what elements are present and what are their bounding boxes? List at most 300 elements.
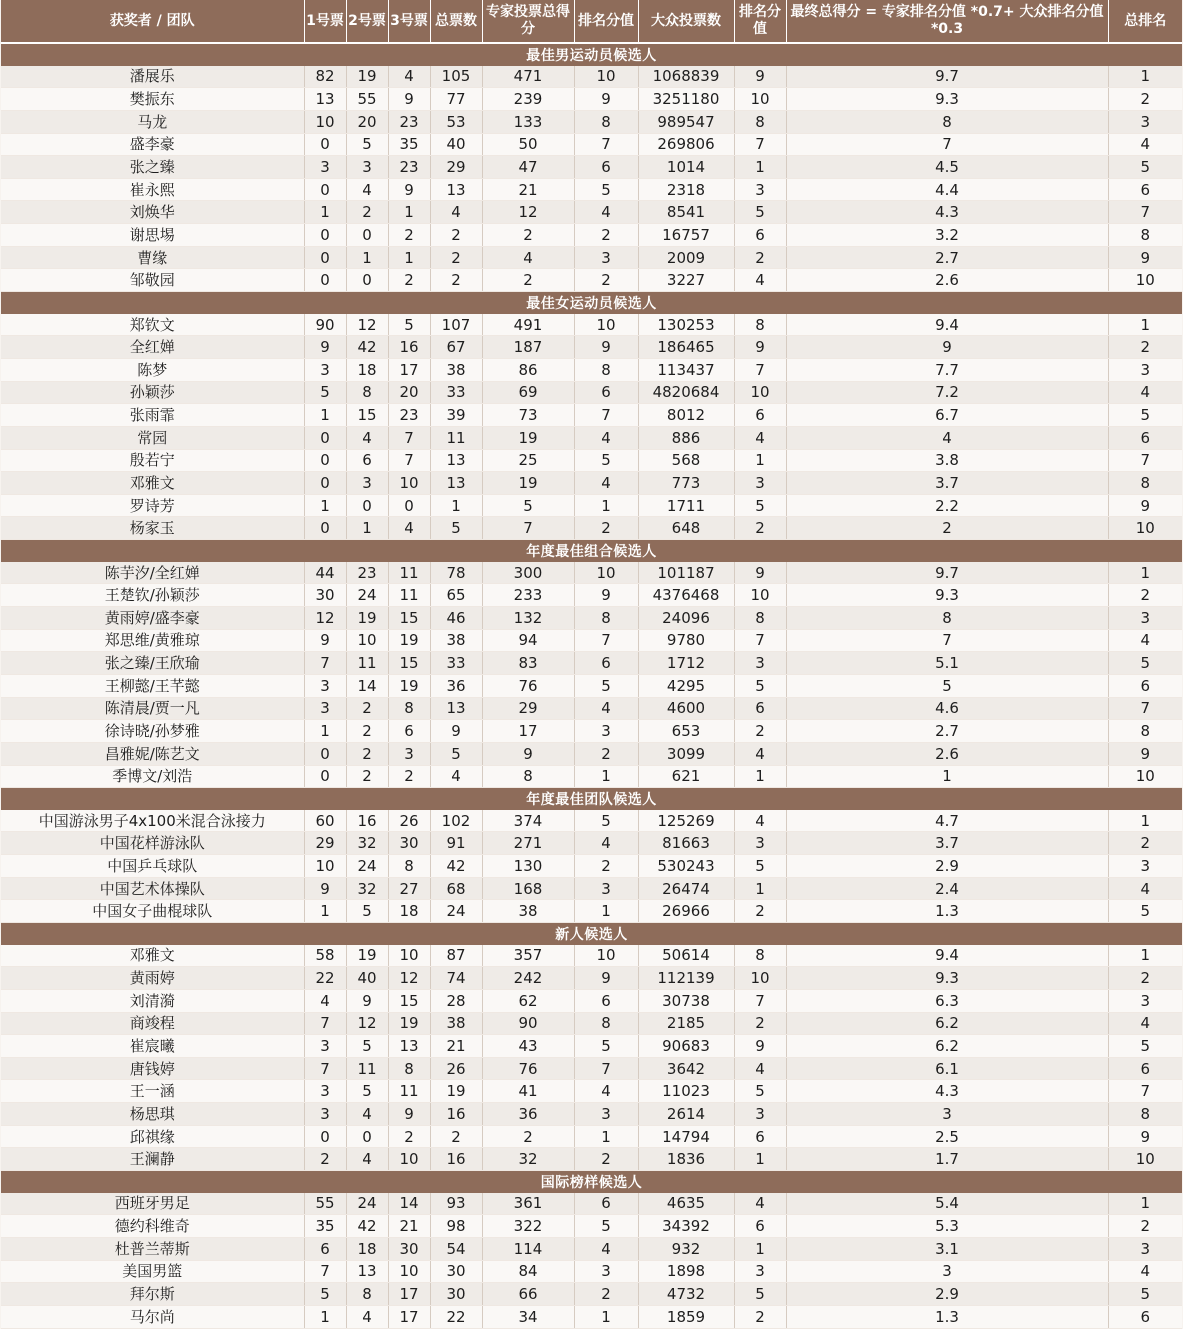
cell-vote-1: 9: [304, 336, 346, 359]
header-vote-1: 1号票: [304, 0, 346, 43]
cell-total-votes: 46: [430, 607, 482, 630]
cell-total-votes: 65: [430, 584, 482, 607]
cell-vote-2: 4: [346, 1103, 388, 1126]
cell-total-votes: 38: [430, 629, 482, 652]
cell-public-votes: 14794: [638, 1125, 734, 1148]
cell-awardee: 西班牙男足: [1, 1193, 304, 1215]
cell-overall-rank: 7: [1108, 697, 1182, 720]
cell-vote-1: 1: [304, 494, 346, 517]
cell-vote-3: 15: [388, 652, 430, 675]
cell-vote-2: 1: [346, 517, 388, 540]
cell-final-score: 4.7: [786, 810, 1108, 832]
cell-awardee: 邓雅文: [1, 945, 304, 967]
cell-awardee: 徐诗晓/孙梦雅: [1, 720, 304, 743]
cell-public-votes: 2185: [638, 1012, 734, 1035]
cell-vote-1: 5: [304, 381, 346, 404]
cell-vote-3: 27: [388, 877, 430, 900]
cell-vote-2: 9: [346, 989, 388, 1012]
cell-expert-rank-score: 1: [574, 1125, 638, 1148]
cell-vote-3: 13: [388, 1035, 430, 1058]
table-row: [1, 967, 1182, 990]
cell-final-score: 4.4: [786, 178, 1108, 201]
cell-vote-3: 12: [388, 967, 430, 990]
cell-overall-rank: 10: [1108, 517, 1182, 540]
cell-public-rank-score: 6: [734, 1215, 786, 1238]
cell-overall-rank: 4: [1108, 877, 1182, 900]
cell-final-score: 6.7: [786, 404, 1108, 427]
cell-expert-score: 36: [482, 1103, 574, 1126]
cell-vote-3: 6: [388, 720, 430, 743]
cell-public-votes: 886: [638, 426, 734, 449]
table-row: [1, 314, 1182, 336]
cell-total-votes: 42: [430, 855, 482, 878]
cell-expert-score: 233: [482, 584, 574, 607]
cell-public-votes: 186465: [638, 336, 734, 359]
table-row: [1, 494, 1182, 517]
cell-vote-3: 9: [388, 1103, 430, 1126]
table-row: [1, 562, 1182, 584]
cell-public-rank-score: 1: [734, 1237, 786, 1260]
cell-overall-rank: 5: [1108, 404, 1182, 427]
cell-vote-1: 0: [304, 224, 346, 247]
cell-public-votes: 30738: [638, 989, 734, 1012]
cell-public-votes: 24096: [638, 607, 734, 630]
cell-awardee: 王澜静: [1, 1148, 304, 1171]
cell-vote-2: 2: [346, 742, 388, 765]
cell-final-score: 7: [786, 629, 1108, 652]
cell-public-votes: 773: [638, 472, 734, 495]
cell-public-rank-score: 6: [734, 697, 786, 720]
cell-vote-1: 0: [304, 178, 346, 201]
cell-awardee: 美国男篮: [1, 1260, 304, 1283]
cell-vote-1: 6: [304, 1237, 346, 1260]
cell-awardee: 杨思琪: [1, 1103, 304, 1126]
cell-expert-score: 76: [482, 1057, 574, 1080]
cell-public-votes: 653: [638, 720, 734, 743]
cell-awardee: 郑钦文: [1, 314, 304, 336]
cell-total-votes: 16: [430, 1148, 482, 1171]
cell-awardee: 常园: [1, 426, 304, 449]
cell-vote-2: 5: [346, 1035, 388, 1058]
cell-expert-rank-score: 2: [574, 224, 638, 247]
cell-expert-score: 239: [482, 88, 574, 111]
cell-overall-rank: 5: [1108, 1283, 1182, 1306]
cell-total-votes: 28: [430, 989, 482, 1012]
cell-awardee: 中国花样游泳队: [1, 832, 304, 855]
cell-overall-rank: 5: [1108, 156, 1182, 179]
cell-public-votes: 648: [638, 517, 734, 540]
cell-vote-2: 16: [346, 810, 388, 832]
cell-expert-score: 187: [482, 336, 574, 359]
cell-vote-3: 8: [388, 697, 430, 720]
cell-vote-2: 5: [346, 1080, 388, 1103]
cell-final-score: 2.7: [786, 720, 1108, 743]
table-row: [1, 66, 1182, 88]
cell-total-votes: 2: [430, 246, 482, 269]
cell-public-rank-score: 5: [734, 201, 786, 224]
cell-final-score: 1.3: [786, 1305, 1108, 1328]
cell-awardee: 邱祺缘: [1, 1125, 304, 1148]
table-row: [1, 201, 1182, 224]
cell-awardee: 张之臻/王欣瑜: [1, 652, 304, 675]
cell-final-score: 7: [786, 133, 1108, 156]
cell-overall-rank: 1: [1108, 314, 1182, 336]
cell-total-votes: 19: [430, 1080, 482, 1103]
cell-awardee: 马尔尚: [1, 1305, 304, 1328]
cell-public-rank-score: 1: [734, 877, 786, 900]
cell-vote-2: 11: [346, 652, 388, 675]
cell-final-score: 4.6: [786, 697, 1108, 720]
cell-final-score: 6.2: [786, 1012, 1108, 1035]
cell-final-score: 6.3: [786, 989, 1108, 1012]
cell-expert-score: 242: [482, 967, 574, 990]
cell-expert-rank-score: 10: [574, 314, 638, 336]
cell-vote-1: 58: [304, 945, 346, 967]
cell-public-votes: 90683: [638, 1035, 734, 1058]
cell-expert-rank-score: 10: [574, 562, 638, 584]
cell-awardee: 刘焕华: [1, 201, 304, 224]
cell-final-score: 5: [786, 674, 1108, 697]
cell-expert-score: 90: [482, 1012, 574, 1035]
cell-total-votes: 2: [430, 224, 482, 247]
cell-final-score: 3.1: [786, 1237, 1108, 1260]
cell-vote-1: 1: [304, 720, 346, 743]
cell-vote-1: 3: [304, 697, 346, 720]
cell-total-votes: 13: [430, 697, 482, 720]
cell-overall-rank: 8: [1108, 224, 1182, 247]
cell-overall-rank: 9: [1108, 246, 1182, 269]
cell-expert-score: 43: [482, 1035, 574, 1058]
cell-expert-score: 86: [482, 358, 574, 381]
cell-vote-3: 8: [388, 855, 430, 878]
cell-public-votes: 3251180: [638, 88, 734, 111]
cell-public-rank-score: 7: [734, 989, 786, 1012]
table-row: [1, 1012, 1182, 1035]
cell-expert-score: 5: [482, 494, 574, 517]
cell-expert-score: 2: [482, 269, 574, 292]
cell-public-votes: 26966: [638, 900, 734, 923]
cell-expert-rank-score: 7: [574, 404, 638, 427]
cell-vote-3: 0: [388, 494, 430, 517]
cell-awardee: 罗诗芳: [1, 494, 304, 517]
cell-vote-1: 3: [304, 358, 346, 381]
cell-vote-3: 16: [388, 336, 430, 359]
table-row: [1, 1283, 1182, 1306]
cell-overall-rank: 1: [1108, 66, 1182, 88]
cell-public-votes: 1836: [638, 1148, 734, 1171]
cell-vote-1: 7: [304, 1260, 346, 1283]
cell-expert-rank-score: 7: [574, 629, 638, 652]
cell-final-score: 2.9: [786, 855, 1108, 878]
section-header: [1, 1171, 1182, 1193]
cell-expert-rank-score: 2: [574, 269, 638, 292]
cell-public-rank-score: 7: [734, 629, 786, 652]
section-title: 年度最佳团队候选人: [1, 788, 1182, 810]
cell-vote-3: 23: [388, 404, 430, 427]
cell-final-score: 2.9: [786, 1283, 1108, 1306]
cell-expert-rank-score: 5: [574, 449, 638, 472]
table-row: [1, 1125, 1182, 1148]
cell-public-rank-score: 8: [734, 110, 786, 133]
cell-overall-rank: 9: [1108, 494, 1182, 517]
cell-final-score: 3: [786, 1103, 1108, 1126]
cell-vote-2: 23: [346, 562, 388, 584]
cell-expert-score: 76: [482, 674, 574, 697]
cell-expert-score: 2: [482, 1125, 574, 1148]
table-row: [1, 110, 1182, 133]
cell-awardee: 陈清晨/贾一凡: [1, 697, 304, 720]
table-row: [1, 156, 1182, 179]
cell-public-rank-score: 5: [734, 855, 786, 878]
cell-awardee: 邹敬园: [1, 269, 304, 292]
cell-expert-rank-score: 6: [574, 381, 638, 404]
cell-final-score: 1: [786, 765, 1108, 788]
cell-public-votes: 530243: [638, 855, 734, 878]
cell-vote-3: 9: [388, 88, 430, 111]
cell-public-votes: 4600: [638, 697, 734, 720]
cell-vote-3: 23: [388, 156, 430, 179]
cell-public-rank-score: 1: [734, 449, 786, 472]
cell-vote-1: 0: [304, 472, 346, 495]
cell-awardee: 刘清漪: [1, 989, 304, 1012]
cell-total-votes: 24: [430, 900, 482, 923]
cell-overall-rank: 5: [1108, 1035, 1182, 1058]
cell-public-rank-score: 2: [734, 1305, 786, 1328]
cell-total-votes: 68: [430, 877, 482, 900]
cell-public-rank-score: 3: [734, 178, 786, 201]
cell-public-rank-score: 1: [734, 156, 786, 179]
cell-expert-score: 471: [482, 66, 574, 88]
table-row: [1, 877, 1182, 900]
table-row: [1, 133, 1182, 156]
cell-public-rank-score: 4: [734, 742, 786, 765]
cell-awardee: 昌雅妮/陈艺文: [1, 742, 304, 765]
cell-public-votes: 16757: [638, 224, 734, 247]
cell-overall-rank: 7: [1108, 449, 1182, 472]
cell-final-score: 2: [786, 517, 1108, 540]
cell-awardee: 曹缘: [1, 246, 304, 269]
cell-final-score: 5.4: [786, 1193, 1108, 1215]
cell-public-votes: 112139: [638, 967, 734, 990]
cell-awardee: 中国艺术体操队: [1, 877, 304, 900]
cell-vote-3: 11: [388, 584, 430, 607]
cell-public-rank-score: 3: [734, 1103, 786, 1126]
cell-vote-2: 0: [346, 1125, 388, 1148]
cell-final-score: 4.5: [786, 156, 1108, 179]
table-row: [1, 449, 1182, 472]
cell-expert-rank-score: 9: [574, 88, 638, 111]
cell-public-rank-score: 6: [734, 1125, 786, 1148]
cell-final-score: 4.3: [786, 1080, 1108, 1103]
cell-overall-rank: 10: [1108, 765, 1182, 788]
cell-vote-1: 5: [304, 1283, 346, 1306]
table-row: [1, 404, 1182, 427]
cell-vote-1: 55: [304, 1193, 346, 1215]
cell-expert-rank-score: 3: [574, 877, 638, 900]
cell-vote-1: 13: [304, 88, 346, 111]
table-body: [1, 43, 1182, 1328]
cell-vote-3: 4: [388, 66, 430, 88]
cell-expert-score: 4: [482, 246, 574, 269]
cell-vote-1: 0: [304, 449, 346, 472]
table-row: [1, 765, 1182, 788]
cell-expert-score: 7: [482, 517, 574, 540]
cell-total-votes: 38: [430, 358, 482, 381]
header-final-score: 最终总得分 = 专家排名分值 *0.7+ 大众排名分值 *0.3: [786, 0, 1108, 43]
cell-vote-3: 18: [388, 900, 430, 923]
table-row: [1, 945, 1182, 967]
cell-public-rank-score: 2: [734, 720, 786, 743]
cell-vote-1: 1: [304, 1305, 346, 1328]
cell-final-score: 9.4: [786, 945, 1108, 967]
cell-vote-1: 82: [304, 66, 346, 88]
cell-final-score: 9.3: [786, 967, 1108, 990]
cell-final-score: 7.7: [786, 358, 1108, 381]
cell-vote-2: 4: [346, 178, 388, 201]
cell-public-rank-score: 5: [734, 494, 786, 517]
cell-expert-score: 168: [482, 877, 574, 900]
cell-public-votes: 1859: [638, 1305, 734, 1328]
cell-vote-1: 9: [304, 877, 346, 900]
cell-expert-rank-score: 6: [574, 1193, 638, 1215]
cell-expert-score: 132: [482, 607, 574, 630]
cell-total-votes: 30: [430, 1260, 482, 1283]
cell-vote-2: 32: [346, 832, 388, 855]
header-overall-rank: 总排名: [1108, 0, 1182, 43]
table-row: [1, 1215, 1182, 1238]
cell-vote-1: 3: [304, 1035, 346, 1058]
cell-overall-rank: 3: [1108, 358, 1182, 381]
cell-final-score: 9.7: [786, 66, 1108, 88]
cell-overall-rank: 7: [1108, 1080, 1182, 1103]
cell-expert-score: 21: [482, 178, 574, 201]
cell-awardee: 张之臻: [1, 156, 304, 179]
cell-vote-2: 40: [346, 967, 388, 990]
cell-awardee: 谢思埸: [1, 224, 304, 247]
cell-public-votes: 4376468: [638, 584, 734, 607]
cell-final-score: 3.8: [786, 449, 1108, 472]
cell-public-rank-score: 6: [734, 404, 786, 427]
cell-expert-rank-score: 2: [574, 517, 638, 540]
cell-expert-score: 50: [482, 133, 574, 156]
cell-expert-rank-score: 9: [574, 584, 638, 607]
cell-overall-rank: 6: [1108, 674, 1182, 697]
cell-vote-1: 3: [304, 156, 346, 179]
cell-expert-rank-score: 8: [574, 358, 638, 381]
cell-expert-rank-score: 4: [574, 472, 638, 495]
cell-public-rank-score: 2: [734, 246, 786, 269]
cell-awardee: 邓雅文: [1, 472, 304, 495]
voting-results-table: [1, 0, 1182, 1329]
cell-expert-rank-score: 4: [574, 697, 638, 720]
cell-expert-rank-score: 3: [574, 1260, 638, 1283]
cell-expert-rank-score: 2: [574, 1283, 638, 1306]
cell-public-rank-score: 6: [734, 224, 786, 247]
table-row: [1, 336, 1182, 359]
cell-vote-1: 29: [304, 832, 346, 855]
cell-total-votes: 16: [430, 1103, 482, 1126]
section-title: 最佳女运动员候选人: [1, 292, 1182, 314]
cell-public-votes: 1014: [638, 156, 734, 179]
cell-vote-2: 8: [346, 1283, 388, 1306]
cell-vote-2: 2: [346, 720, 388, 743]
cell-total-votes: 67: [430, 336, 482, 359]
table-row: [1, 900, 1182, 923]
cell-total-votes: 91: [430, 832, 482, 855]
cell-overall-rank: 2: [1108, 832, 1182, 855]
cell-total-votes: 53: [430, 110, 482, 133]
cell-overall-rank: 4: [1108, 629, 1182, 652]
table-row: [1, 674, 1182, 697]
cell-vote-3: 2: [388, 224, 430, 247]
cell-expert-score: 41: [482, 1080, 574, 1103]
cell-expert-rank-score: 5: [574, 1035, 638, 1058]
cell-total-votes: 2: [430, 269, 482, 292]
table-row: [1, 989, 1182, 1012]
cell-overall-rank: 10: [1108, 1148, 1182, 1171]
cell-vote-1: 0: [304, 246, 346, 269]
cell-public-rank-score: 9: [734, 562, 786, 584]
cell-vote-3: 17: [388, 1305, 430, 1328]
cell-total-votes: 98: [430, 1215, 482, 1238]
cell-total-votes: 39: [430, 404, 482, 427]
cell-public-votes: 4295: [638, 674, 734, 697]
cell-vote-2: 12: [346, 314, 388, 336]
cell-awardee: 德约科维奇: [1, 1215, 304, 1238]
cell-public-rank-score: 4: [734, 1057, 786, 1080]
cell-public-rank-score: 10: [734, 584, 786, 607]
table-row: [1, 1305, 1182, 1328]
cell-expert-score: 73: [482, 404, 574, 427]
cell-overall-rank: 3: [1108, 1237, 1182, 1260]
cell-final-score: 2.6: [786, 269, 1108, 292]
cell-final-score: 2.7: [786, 246, 1108, 269]
cell-final-score: 8: [786, 607, 1108, 630]
cell-awardee: 黄雨婷: [1, 967, 304, 990]
header-vote-2: 2号票: [346, 0, 388, 43]
cell-total-votes: 78: [430, 562, 482, 584]
cell-awardee: 陈芋汐/全红婵: [1, 562, 304, 584]
cell-expert-rank-score: 1: [574, 900, 638, 923]
cell-vote-3: 5: [388, 314, 430, 336]
section-title: 新人候选人: [1, 922, 1182, 944]
cell-awardee: 崔永熙: [1, 178, 304, 201]
cell-final-score: 1.3: [786, 900, 1108, 923]
cell-public-rank-score: 1: [734, 765, 786, 788]
cell-public-rank-score: 2: [734, 900, 786, 923]
cell-overall-rank: 5: [1108, 900, 1182, 923]
cell-vote-3: 30: [388, 1237, 430, 1260]
cell-vote-2: 10: [346, 629, 388, 652]
cell-expert-score: 322: [482, 1215, 574, 1238]
cell-awardee: 王楚钦/孙颖莎: [1, 584, 304, 607]
table-row: [1, 697, 1182, 720]
cell-vote-1: 0: [304, 269, 346, 292]
cell-total-votes: 54: [430, 1237, 482, 1260]
cell-total-votes: 21: [430, 1035, 482, 1058]
table-row: [1, 358, 1182, 381]
cell-public-votes: 4635: [638, 1193, 734, 1215]
cell-expert-score: 12: [482, 201, 574, 224]
cell-expert-score: 9: [482, 742, 574, 765]
cell-final-score: 2.6: [786, 742, 1108, 765]
cell-vote-2: 2: [346, 201, 388, 224]
cell-expert-score: 19: [482, 426, 574, 449]
cell-vote-1: 60: [304, 810, 346, 832]
cell-expert-score: 374: [482, 810, 574, 832]
table-row: [1, 178, 1182, 201]
cell-public-votes: 81663: [638, 832, 734, 855]
